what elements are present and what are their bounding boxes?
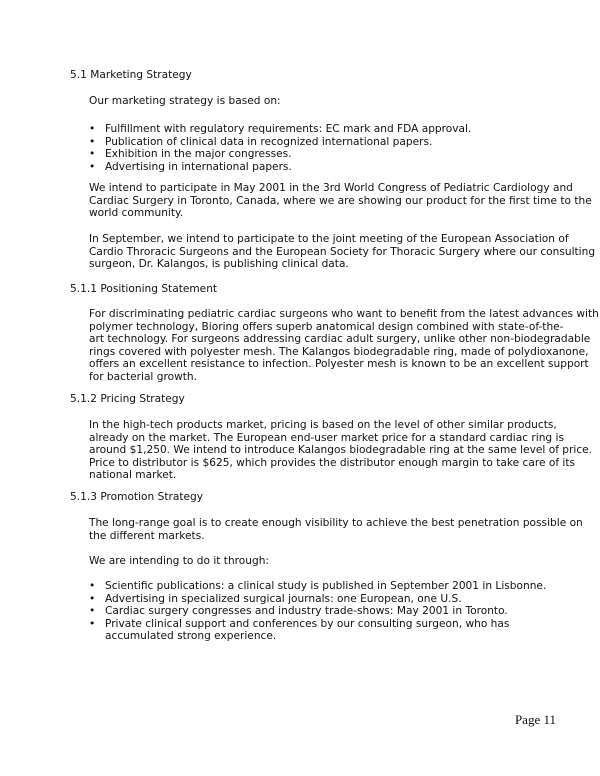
congress-paragraph: We intend to participate in May 2001 in the 3rd World Congress of Pediatric Cardiology and Cardiac Surgery in Toronto, Canada, where we are showing our product for the first time to the world community. <box>89 182 592 220</box>
list-item: • Private clinical support and conferences by our consulting surgeon, who has accumulated strong experience. <box>89 617 510 643</box>
list-item: • Exhibition in the major congresses. <box>89 148 292 161</box>
list-item: • Advertising in international papers. <box>89 160 292 173</box>
positioning-paragraph: For discriminating pediatric cardiac surgeons who want to benefit from the latest advances with polymer technology, Bioring offers superb anatomical design combined with state-of-the- art technology. For surgeons addressing cardiac adult surgery, unlike other non-biodegradable rings covered with polyester mesh. The Kalangos biodegradable ring, made of polydioxanone, offers an excellent resistance to infection. Polyester mesh is known to be an excellent support for bacterial growth. <box>89 308 599 383</box>
list-item: • Fulfillment with regulatory requirements: EC mark and FDA approval. <box>89 123 472 135</box>
promotion-goal-paragraph: The long-range goal is to create enough visibility to achieve the best penetration possible on the different markets. <box>89 517 583 542</box>
pricing-paragraph: In the high-tech products market, pricing is based on the level of other similar products, already on the market. The European end-user market price for a standard cardiac ring is around $1,250. We intend to introduce Kalangos biodegradable ring at the same level of price. Price to distributor is $625, which provides the distributor enough margin to take care of its national market. <box>89 419 593 482</box>
marketing-intro: Our marketing strategy is based on: <box>89 95 281 107</box>
marketing-bullet-list <box>89 123 579 173</box>
promotion-intro: We are intending to do it through: <box>89 555 269 567</box>
list-item: • Advertising in specialized surgical journals: one European, one U.S. <box>89 592 462 605</box>
section-heading-positioning-statement: 5.1.1 Positioning Statement <box>70 283 218 295</box>
list-item: • Cardiac surgery congresses and industry trade-shows: May 2001 in Toronto. <box>89 605 508 618</box>
section-heading-promotion-strategy: 5.1.3 Promotion Strategy <box>70 491 203 503</box>
section-heading-pricing-strategy: 5.1.2 Pricing Strategy <box>70 393 185 405</box>
september-paragraph: In September, we intend to participate to the joint meeting of the European Association of Cardio Throracic Surgeons and the European Society for Thoracic Surgery where our consulting surgeon, Dr. Kalangos, is publishing clinical data. <box>89 233 596 271</box>
list-item: • Scientific publications: a clinical study is published in September 2001 in Lisbonne. <box>89 580 547 592</box>
section-heading-marketing-strategy: 5.1 Marketing Strategy <box>70 69 192 81</box>
promotion-bullet-list <box>89 580 579 643</box>
list-item: • Publication of clinical data in recognized international papers. <box>89 135 433 148</box>
page-number: Page 11 <box>514 712 556 727</box>
